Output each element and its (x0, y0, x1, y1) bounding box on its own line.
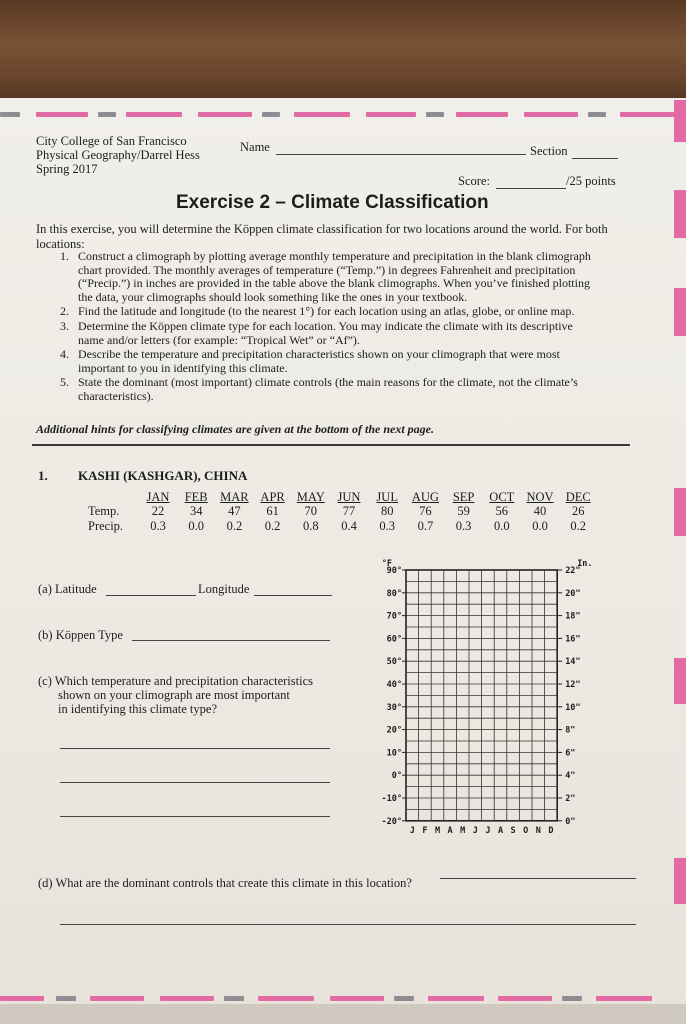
longitude-answer-line[interactable] (254, 595, 332, 596)
answer-line[interactable] (60, 924, 636, 925)
question-c (38, 674, 313, 716)
term: Spring 2017 (36, 162, 98, 176)
instruction-number: 2. (60, 304, 69, 319)
temp-value: 76 (419, 504, 432, 518)
month-header: JUN (337, 490, 361, 504)
instruction-line: State the dominant (most important) climate controls (the main reasons for the climate, not the climate’s (78, 375, 578, 390)
month-axis-label: M (434, 825, 441, 836)
precip-tick-label: 0" (565, 816, 576, 827)
temp-value: 26 (571, 504, 585, 518)
question-b: (b) Köppen Type (38, 628, 123, 642)
instruction-line: Construct a climograph by plotting average monthly temperature and precipitation in the blank climograph (78, 249, 591, 263)
instruction-line: Describe the temperature and precipitation characteristics shown on your climograph that were most (78, 347, 560, 362)
temp-tick-label: -10° (381, 794, 402, 804)
precip-tick-label: 12" (565, 680, 581, 690)
temp-value: 70 (304, 504, 318, 518)
side-mark (674, 858, 686, 904)
precip-value: 0.3 (455, 519, 472, 533)
climate-data-table (0, 98, 686, 538)
temp-tick-label: 0° (391, 771, 402, 782)
month-axis-label: J (472, 825, 478, 836)
instruction-line: Find the latitude and longitude (to the nearest 1°) for each location using an atlas, globe, or online map. (78, 304, 575, 319)
precip-value: 0.3 (379, 519, 395, 533)
precip-tick-label: 22" (565, 566, 581, 576)
month-header: SEP (452, 490, 475, 504)
temp-tick-label: 40° (386, 680, 402, 690)
controls-answer-line[interactable] (440, 878, 636, 879)
temp-tick-label: 80° (386, 588, 402, 599)
instruction-line: (“Precip.”) in inches are provided in the table above the blank climographs. When you’ve finished plotting (78, 276, 590, 291)
precip-tick-label: 2" (565, 794, 576, 804)
temp-tick-label: 50° (386, 657, 402, 668)
precip-value: 0.0 (188, 519, 204, 533)
question-c-line: shown on your climograph are most important (58, 688, 290, 702)
instruction-number: 5. (60, 375, 69, 390)
month-header: JUL (376, 490, 398, 504)
location-number: 1. (38, 468, 48, 483)
instruction-line: characteristics). (78, 388, 154, 403)
instruction-number: 3. (60, 319, 69, 333)
bottom-dashed-border (0, 996, 686, 1004)
table-surface-top (0, 0, 686, 110)
precip-row-label: Precip. (88, 519, 124, 533)
question-c-line: in identifying this climate type? (58, 702, 217, 716)
score-label: Score: (458, 174, 490, 188)
temp-unit-label: °F (381, 559, 392, 569)
month-header: NOV (526, 490, 554, 504)
instruction-line: chart provided. The monthly averages of temperature (“Temp.”) in degrees Fahrenheit and precipitation (78, 262, 576, 277)
month-axis-label: A (447, 825, 453, 836)
temp-tick-label: 60° (386, 634, 402, 645)
blank-climograph[interactable] (340, 554, 620, 844)
precip-unit-label: In. (577, 559, 593, 569)
temp-tick-label: 70° (386, 611, 402, 622)
month-header: MAR (220, 490, 249, 504)
temp-value: 34 (189, 504, 203, 518)
name-label: Name (240, 140, 270, 154)
month-axis-label: N (535, 825, 541, 836)
temp-tick-label: 30° (386, 702, 402, 713)
instruction-line: Determine the Köppen climate type for each location. You may indicate the climate with its descriptive (78, 319, 573, 333)
temp-tick-label: -20° (381, 816, 402, 827)
temp-value: 22 (151, 504, 165, 518)
question-d: (d) What are the dominant controls that create this climate in this location? (38, 876, 412, 890)
precip-tick-label: 6" (565, 748, 576, 759)
precip-value: 0.2 (264, 519, 281, 533)
precip-value: 0.0 (532, 519, 548, 533)
temp-value: 77 (342, 504, 356, 518)
instruction-number: 4. (60, 347, 69, 362)
course-name: Physical Geography/Darrel Hess (36, 148, 200, 162)
temp-row-label: Temp. (88, 504, 120, 518)
location-name: KASHI (KASHGAR), CHINA (78, 468, 248, 483)
temp-value: 47 (228, 504, 241, 518)
temp-value: 40 (533, 504, 547, 518)
precip-tick-label: 8" (565, 725, 576, 736)
month-axis-label: J (485, 825, 491, 836)
temp-tick-label: 10° (386, 748, 402, 759)
precip-value: 0.4 (341, 519, 357, 533)
precip-value: 0.0 (493, 519, 510, 533)
precip-tick-label: 14" (565, 657, 581, 668)
intro-text: In this exercise, you will determine the Köppen climate classification for two locations around the world. For both locations: (36, 222, 608, 251)
instruction-line: the data, your climographs should look something like the ones in your textbook. (78, 289, 468, 304)
answer-line[interactable] (60, 816, 330, 817)
temp-tick-label: 20° (386, 725, 402, 736)
koppen-answer-line[interactable] (132, 640, 330, 641)
hint-text: Additional hints for classifying climates are given at the bottom of the next page. (36, 422, 435, 436)
temp-value: 56 (495, 504, 509, 518)
college-name: City College of San Francisco (36, 134, 187, 148)
latitude-answer-line[interactable] (106, 595, 196, 596)
precip-tick-label: 4" (565, 771, 576, 782)
answer-line[interactable] (60, 748, 330, 749)
precip-value: 0.7 (417, 519, 434, 533)
page-title: Exercise 2 – Climate Classification (176, 192, 489, 213)
month-header: JAN (146, 490, 170, 504)
precip-tick-label: 18" (565, 611, 581, 622)
month-header: OCT (489, 490, 515, 504)
temp-value: 61 (266, 504, 279, 518)
month-header: APR (260, 490, 285, 504)
month-axis-label: O (523, 825, 529, 836)
precip-value: 0.2 (226, 519, 243, 533)
month-axis-label: F (422, 825, 428, 836)
worksheet-page (0, 98, 686, 1008)
temp-value: 59 (457, 504, 470, 518)
table-surface-bottom (0, 1004, 686, 1024)
month-header: FEB (184, 490, 208, 504)
precip-tick-label: 16" (565, 634, 581, 645)
section-label: Section (530, 144, 568, 158)
month-axis-label: A (497, 825, 504, 836)
precip-tick-label: 10" (565, 702, 581, 713)
question-a-latitude: (a) Latitude (38, 582, 97, 596)
instruction-number: 1. (60, 249, 69, 263)
month-header: DEC (565, 490, 591, 504)
month-header: AUG (411, 490, 439, 504)
month-axis-label: M (460, 825, 466, 836)
temp-value: 80 (380, 504, 394, 518)
question-c-line: (c) Which temperature and precipitation characteristics (38, 674, 313, 688)
answer-line[interactable] (60, 782, 330, 783)
temp-tick-label: 90° (386, 566, 402, 576)
instruction-line: name and/or letters (for example: “Tropical Wet” or “Af”). (78, 332, 360, 347)
month-axis-label: S (510, 825, 516, 836)
precip-value: 0.8 (302, 519, 319, 533)
points-label: /25 points (566, 174, 616, 188)
month-header: MAY (296, 490, 325, 504)
question-a-longitude: Longitude (198, 582, 250, 596)
precip-value: 0.3 (150, 519, 166, 533)
month-axis-label: D (548, 825, 554, 836)
month-axis-label: J (409, 825, 415, 836)
precip-value: 0.2 (570, 519, 586, 533)
instruction-line: important to you in identifying this climate. (78, 360, 288, 375)
precip-tick-label: 20" (565, 588, 581, 599)
side-mark (674, 658, 686, 704)
